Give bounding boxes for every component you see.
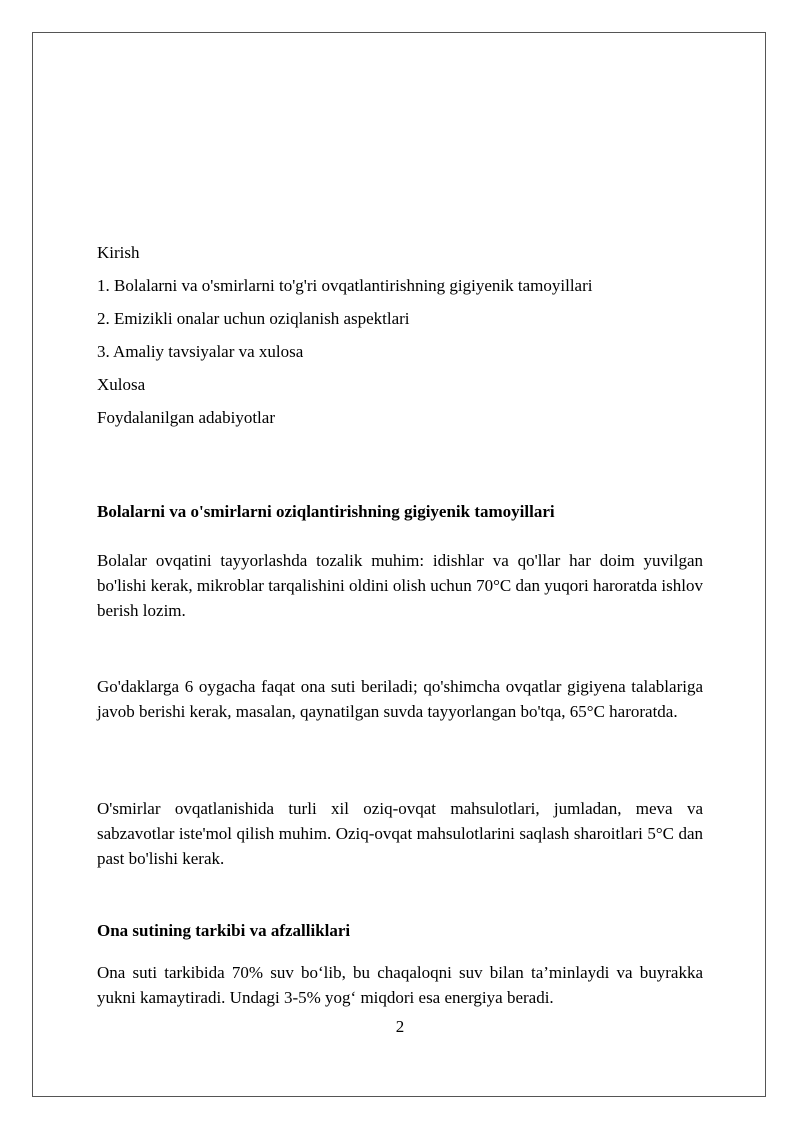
paragraph-infant-feeding: Go'daklarga 6 oygacha faqat ona suti beriladi; qo'shimcha ovqatlar gigiyena talablariga javob berishi kerak, masalan, qaynatilgan suvda tayyorlangan bo'tqa, 65°C haroratda. <box>97 677 703 721</box>
table-of-contents <box>97 242 707 440</box>
toc-item-references: Foydalanilgan adabiyotlar <box>97 408 275 427</box>
paragraph-teen-nutrition: O'smirlar ovqatlanishida turli xil oziq-ovqat mahsulotlari, jumladan, meva va sabzavotlar iste'mol qilish muhim. Oziq-ovqat mahsulotlarini saqlash sharoitlari 5°C dan past bo'lishi kerak. <box>97 799 703 868</box>
section-heading-breast-milk: Ona sutining tarkibi va afzalliklari <box>97 921 351 940</box>
toc-item-chapter-1: 1. Bolalarni va o'smirlarni to'g'ri ovqatlantirishning gigiyenik tamoyillari <box>97 276 593 295</box>
paragraph-breast-milk-composition: Ona suti tarkibida 70% suv bo‘lib, bu chaqaloqni suv bilan ta’minlaydi va buyrakka yukni kamaytiradi. Undagi 3-5% yog‘ miqdori esa energiya beradi. <box>97 963 703 1007</box>
toc-item-chapter-3: 3. Amaliy tavsiyalar va xulosa <box>97 342 304 361</box>
toc-item-chapter-2: 2. Emizikli onalar uchun oziqlanish aspektlari <box>97 309 410 328</box>
toc-item-introduction: Kirish <box>97 243 140 262</box>
paragraph-cleanliness: Bolalar ovqatini tayyorlashda tozalik muhim: idishlar va qo'llar har doim yuvilgan bo'lishi kerak, mikroblar tarqalishini oldini olish uchun 70°C dan yuqori haroratda ishlov berish lozim. <box>97 551 703 620</box>
section-heading-hygiene-principles: Bolalarni va o'smirlarni oziqlantirishning gigiyenik tamoyillari <box>97 502 555 521</box>
toc-item-conclusion: Xulosa <box>97 375 146 394</box>
page-number: 2 <box>395 1017 405 1036</box>
